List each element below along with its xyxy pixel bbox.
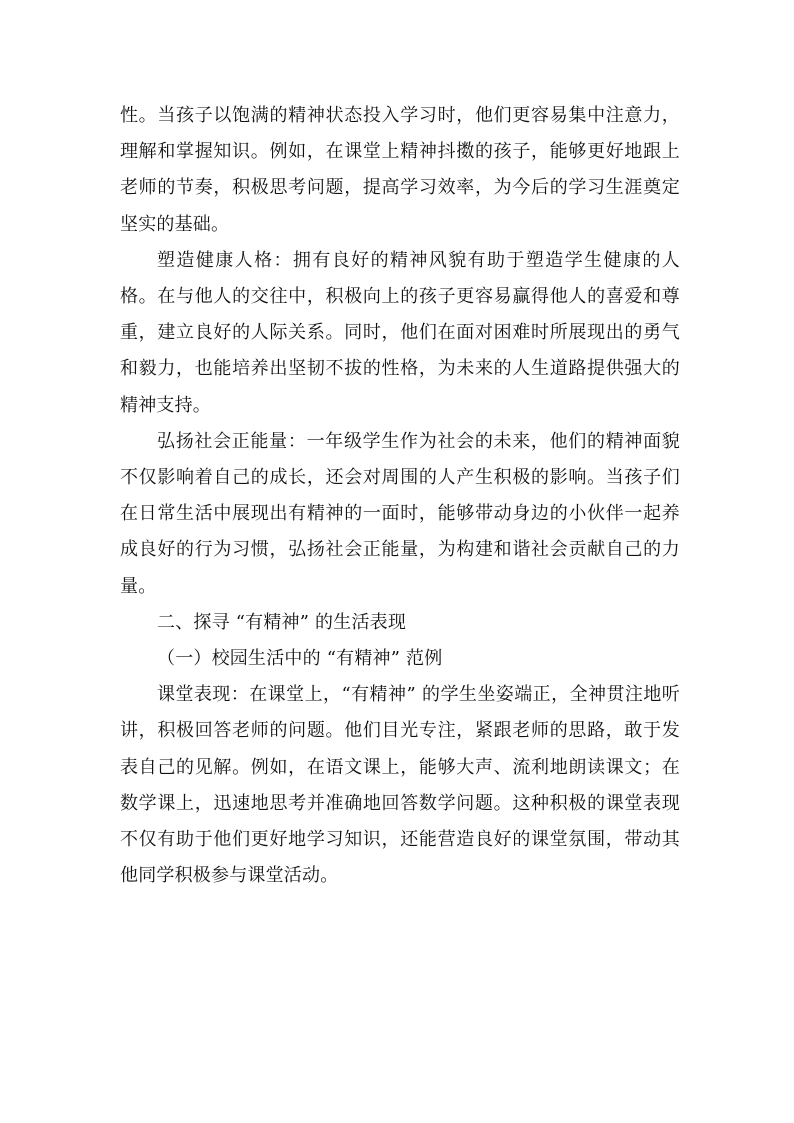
- subsection-heading: （一）校园生活中的 “有精神” 范例: [157, 648, 443, 670]
- paragraph-healthy-personality: 塑造健康人格：拥有良好的精神风貌有助于塑造学生健康的人格。在与他人的交往中，积极向上的孩子更容易赢得他人的喜爱和尊重，建立良好的人际关系。同时，他们在面对困难时所展现出的勇气和毅力，也能培养出坚韧不拔的性格，为未来的人生道路提供强大的精神支持。: [120, 249, 680, 416]
- paragraph-classroom-performance: 课堂表现：在课堂上，“有精神” 的学生坐姿端正，全神贯注地听讲，积极回答老师的问题。他们目光专注，紧跟老师的思路，敢于发表自己的见解。例如，在语文课上，能够大声、流利地朗读课文；在数学课上，迅速地思考并准确地回答数学问题。这种积极的课堂表现不仅有助于他们更好地学习知识，还能营造良好的课堂氛围，带动其他同学积极参与课堂活动。: [120, 684, 680, 887]
- paragraph-continuation: 性。当孩子以饱满的精神状态投入学习时，他们更容易集中注意力，理解和掌握知识。例如，在课堂上精神抖擞的孩子，能够更好地跟上老师的节奏，积极思考问题，提高学习效率，为今后的学习生涯奠定坚实的基础。: [120, 105, 680, 235]
- document-body: [120, 98, 680, 894]
- section-heading: 二、探寻 “有精神” 的生活表现: [157, 611, 407, 633]
- paragraph-social-energy: 弘扬社会正能量：一年级学生作为社会的未来，他们的精神面貌不仅影响着自己的成长，还会对周围的人产生积极的影响。当孩子们在日常生活中展现出有精神的一面时，能够带动身边的小伙伴一起养成良好的行为习惯，弘扬社会正能量，为构建和谐社会贡献自己的力量。: [120, 430, 680, 597]
